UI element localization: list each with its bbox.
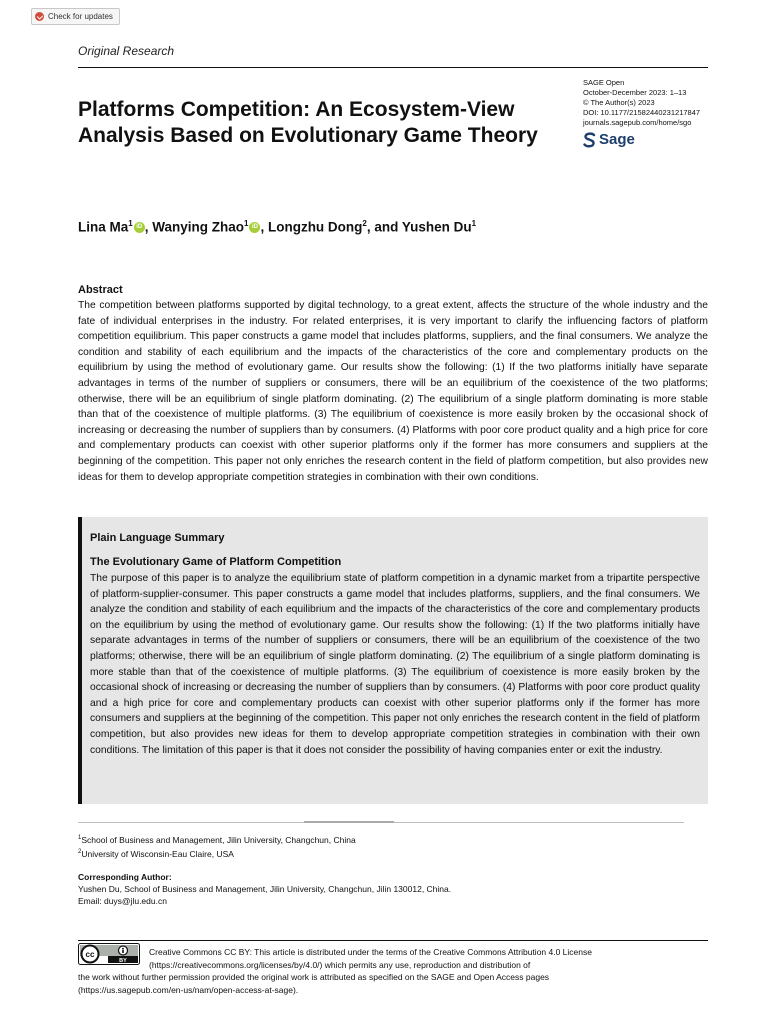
journal-doi[interactable]: DOI: 10.1177/21582440231217847 [583,108,701,117]
license-line-2[interactable]: (https://creativecommons.org/licenses/by/4.0/) which permits any use, reproduction and distribution of [149,959,531,970]
abstract-heading: Abstract [78,284,123,296]
svg-text:cc: cc [85,950,95,959]
affiliation-1 [78,832,356,846]
check-updates-label: Check for updates [48,12,113,21]
license-text-bottom [78,971,549,996]
check-for-updates-button[interactable] [31,8,120,25]
author-affiliation-marker: 1 [471,219,477,228]
journal-copyright: © The Author(s) 2023 [583,98,655,107]
license-line-1: Creative Commons CC BY: This article is distributed under the terms of the Creative Commons Attribution 4.0 License [149,947,592,957]
author-name: Lina Ma [78,219,129,235]
section-label: Original Research [78,44,175,58]
affiliation-marker: 2 [78,849,82,856]
author-affiliation-marker: 1 [243,219,249,228]
footnote-rule-accent [304,821,394,823]
license-rule [78,940,708,941]
author-separator: , [144,219,153,235]
orcid-icon[interactable] [134,222,145,233]
author-separator: , and [366,219,402,235]
license-text-top [149,946,592,971]
corresponding-heading: Corresponding Author: [78,872,172,882]
license-line-4[interactable]: (https://us.sagepub.com/en-us/nam/open-access-at-sage). [78,984,299,995]
plain-summary-subheading: The Evolutionary Game of Platform Competition [90,556,342,568]
corresponding-email[interactable]: Email: duys@jlu.edu.cn [78,896,167,906]
article-title: Platforms Competition: An Ecosystem-View Analysis Based on Evolutionary Game Theory [78,98,538,147]
journal-name: SAGE Open [583,78,625,87]
journal-issue: October-December 2023: 1–13 [583,88,687,97]
affiliation-marker: 1 [78,835,82,841]
author-affiliation-marker: 2 [362,219,367,228]
affiliation-text: University of Wisconsin-Eau Claire, USA [81,849,234,860]
sage-logo-icon [583,132,596,148]
author-affiliation-marker: 1 [128,219,133,228]
author-name: Wanying Zhao [152,219,244,235]
author-name: Yushen Du [401,219,472,235]
affiliation-text: School of Business and Management, Jilin University, Changchun, China [81,834,356,845]
publisher-brand: Sage [599,131,635,148]
corresponding-author [78,871,451,907]
author-separator: , [260,219,268,235]
journal-url[interactable]: journals.sagepub.com/home/sgo [583,118,692,127]
cc-by-label: BY [119,958,127,965]
plain-summary-heading: Plain Language Summary [90,532,225,544]
corresponding-line: Yushen Du, School of Business and Management, Jilin University, Changchun, Jilin 130012, China. [78,884,452,894]
affiliations [78,832,356,861]
header-rule [78,67,708,68]
cc-by-badge[interactable] [78,943,140,965]
license-line-3: the work without further permission provided the original work is attributed as specified on the SAGE and Open Access pages [78,972,550,982]
affiliation-2 [78,846,356,860]
journal-meta [583,78,700,128]
orcid-icon[interactable] [249,222,260,233]
abstract-text: The competition between platforms supported by digital technology, to a great extent, affects the structure of the whole industry and the fate of individual enterprises in the industry. For related enterprises, it is very important to clarify the influencing factors of platform competition equilibrium. This paper constructs a game model that includes platforms, suppliers, and the final consumers. We analyze the condition and stability of each equilibrium and the impacts of the characteristics of the core and complementary products on the equilibrium by using the method of evolutionary game. Our results show the following: (1) If the two platforms initially have separate advantages in terms of the number of suppliers or consumers, there will be an equilibrium of the coexistence of the two platforms; otherwise, there will be an equilibrium of single platform dominating. (2) The equilibrium of a single platform dominating is more stable than that of the coexistence of multiple platforms. (3) The equilibrium of coexistence is more easily broken by the occasional shock of increasing or decreasing the number of suppliers than by consumers. (4) Platforms with poor core product quality and a high price for core and complementary products can coexist with other superior platforms only if the former has more consumers and suppliers at the beginning of the competition. This paper not only enriches the research content in the field of platform competition, but also provides new ideas for them to develop appropriate competition strategies in combination with their own conditions. [78,300,708,483]
cc-by-icon [78,943,140,965]
author-list [78,219,476,235]
plain-summary-text: The purpose of this paper is to analyze the equilibrium state of platform competition in a dynamic market from a tripartite perspective of platform-supplier-consumer. This paper constructs a game model that includes platforms, suppliers, and the final consumers. We analyze the condition and stability of each equilibrium and the impacts of the characteristics of the core and complementary products on the equilibrium by using the method of evolutionary game. Our results show the following: (1) If the two platforms initially have separate advantages in terms of the number of suppliers or consumers, there will be an equilibrium of the coexistence of the two platforms; otherwise, there will be an equilibrium of single platform dominating. (2) The equilibrium of a single platform dominating is more stable than that of the coexistence of multiple platforms. (3) The equilibrium of coexistence is more easily broken by the occasional shock of increasing or decreasing the number of suppliers than by consumers. (4) Platforms with poor core product quality and a high price for core and complementary products can coexist with other superior platforms only if the former has more consumers and suppliers at the beginning of the competition. This paper not only enriches the research content in the field of platform competition, but also provides new ideas for them to develop appropriate competition strategies in combination with their own conditions. The limitation of this paper is that it does not consider the possibility of having companies enter or exit the industry. [90,573,700,756]
check-updates-icon [35,12,44,21]
publisher-logo [583,131,635,148]
author-name: Longzhu Dong [267,219,363,235]
